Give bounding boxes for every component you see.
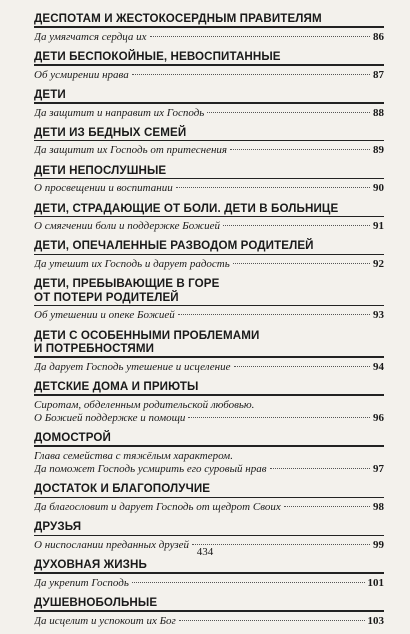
toc-entry (34, 380, 384, 425)
toc-entry (34, 126, 384, 158)
dot-leader (230, 149, 370, 150)
entry-description: Да защитит и направит их Господь (34, 106, 205, 119)
entry-note: Глава семейства с тяжёлым характером. (34, 449, 233, 462)
heading-rule (34, 102, 384, 103)
entry-heading: ДУШЕВНОБОЛЬНЫЕ (34, 595, 158, 609)
entry-heading: ДЕСПОТАМ И ЖЕСТОКОСЕРДНЫМ ПРАВИТЕЛЯМ (34, 12, 322, 25)
dot-leader (223, 225, 370, 226)
entry-line (34, 258, 384, 271)
toc-entry (34, 596, 384, 628)
entry-description: Об утешении и опеке Божией (34, 309, 175, 322)
entry-heading: И ПОТРЕБНОСТЯМИ (34, 342, 155, 356)
dot-leader (284, 506, 370, 507)
entry-page-number: 97 (373, 462, 384, 475)
heading-rule (34, 305, 384, 306)
entry-heading: ДУХОВНАЯ ЖИЗНЬ (34, 558, 147, 571)
heading-rule (34, 356, 384, 357)
dot-leader (233, 263, 370, 264)
toc-entry (34, 88, 384, 120)
entry-page-number: 98 (373, 500, 384, 513)
entry-line (34, 463, 384, 476)
heading-rule (34, 445, 384, 446)
heading-rule (34, 610, 384, 611)
entry-heading: ДОМОСТРОЙ (34, 431, 111, 445)
dot-leader (207, 112, 370, 113)
dot-leader (188, 417, 370, 418)
toc-entry (34, 50, 384, 82)
heading-rule (34, 140, 384, 141)
entry-description: Да благословит и дарует Господь от щедрот Своих (34, 500, 281, 513)
entry-line (34, 107, 384, 120)
entry-page-number: 94 (373, 360, 384, 373)
entry-heading: ДОСТАТОК И БЛАГОПОЛУЧИЕ (34, 482, 211, 496)
entry-page-number: 96 (373, 411, 384, 424)
entry-heading: ДЕТИ НЕПОСЛУШНЫЕ (34, 163, 167, 177)
entry-line (34, 144, 384, 157)
entry-heading: ОТ ПОТЕРИ РОДИТЕЛЕЙ (34, 290, 179, 304)
dot-leader (132, 74, 370, 75)
entry-line (34, 182, 384, 195)
entry-heading: ДЕТИ С ОСОБЕННЫМИ ПРОБЛЕМАМИ (34, 328, 260, 342)
entry-line (34, 69, 384, 82)
entry-description: Об усмирении нрава (34, 68, 129, 81)
toc-entry (34, 277, 384, 322)
entry-page-number: 87 (373, 68, 384, 81)
dot-leader (270, 468, 371, 469)
heading-rule (34, 572, 384, 573)
heading-rule (34, 178, 384, 179)
page-number: 434 (196, 546, 214, 558)
dot-leader (192, 544, 370, 545)
entry-description: Да поможет Господь усмирить его суровый нрав (34, 462, 267, 475)
entry-page-number: 88 (373, 106, 384, 119)
entry-heading: ДЕТИ, СТРАДАЮЩИЕ ОТ БОЛИ. ДЕТИ В БОЛЬНИЦЕ (34, 201, 339, 215)
entry-heading: ДЕТИ (34, 87, 66, 101)
entry-page-number: 99 (373, 538, 384, 551)
dot-leader (234, 366, 370, 367)
toc-entry (34, 164, 384, 196)
entry-heading: ДЕТИ ИЗ БЕДНЫХ СЕМЕЙ (34, 125, 187, 139)
entry-description: Да утешит их Господь и дарует радость (34, 258, 230, 271)
heading-rule (34, 26, 384, 27)
entry-line (34, 309, 384, 322)
entry-note: Сиротам, обделенным родительской любовью. (34, 398, 255, 411)
entry-description: Да защитит их Господь от притеснения (34, 144, 228, 157)
heading-rule (34, 216, 384, 217)
entry-page-number: 91 (373, 220, 384, 233)
dot-leader (176, 187, 370, 188)
heading-rule (34, 394, 384, 395)
entry-page-number: 90 (373, 182, 384, 195)
entry-line (34, 615, 384, 628)
toc-entry (34, 12, 384, 44)
heading-rule (34, 254, 384, 255)
entry-description: Да укрепит Господь (34, 576, 129, 589)
entry-page-number: 86 (373, 30, 384, 43)
entry-description: Да дарует Господь утешение и исцеление (34, 360, 231, 373)
toc-entry (34, 431, 384, 476)
entry-line (34, 220, 384, 233)
entry-description: О Божией поддержке и помощи (34, 411, 186, 424)
dot-leader (150, 36, 370, 37)
toc-entry (34, 558, 384, 590)
entry-line (34, 501, 384, 514)
entry-page-number: 92 (373, 258, 384, 271)
entry-line (34, 577, 384, 590)
entry-page-number: 89 (373, 144, 384, 157)
toc-entry (34, 239, 384, 271)
entry-heading: ДРУЗЬЯ (34, 520, 82, 534)
entry-heading: ДЕТИ БЕСПОКОЙНЫЕ, НЕВОСПИТАННЫЕ (34, 49, 281, 63)
heading-rule (34, 535, 384, 536)
entry-description: О смягчении боли и поддержке Божией (34, 220, 221, 233)
dot-leader (179, 620, 365, 621)
heading-rule (34, 497, 384, 498)
entry-page-number: 103 (367, 614, 384, 627)
dot-leader (132, 582, 365, 583)
toc-entry (34, 202, 384, 234)
entry-heading: ДЕТИ, ПРЕБЫВАЮЩИЕ В ГОРЕ (34, 277, 220, 291)
entry-heading: ДЕТСКИЕ ДОМА И ПРИЮТЫ (34, 379, 199, 393)
table-of-contents (34, 12, 384, 634)
entry-page-number: 101 (367, 576, 384, 589)
dot-leader (178, 314, 370, 315)
entry-page-number: 93 (373, 309, 384, 322)
entry-line (34, 31, 384, 44)
entry-line (34, 412, 384, 425)
toc-entry (34, 329, 384, 374)
entry-heading: ДЕТИ, ОПЕЧАЛЕННЫЕ РАЗВОДОМ РОДИТЕЛЕЙ (34, 239, 314, 253)
entry-line (34, 361, 384, 374)
entry-description: О просвещении и воспитании (34, 182, 173, 195)
entry-description: Да умягчатся сердца их (34, 30, 147, 43)
entry-description: Да исцелит и успокоит их Бог (34, 614, 176, 627)
heading-rule (34, 64, 384, 65)
toc-entry (34, 482, 384, 514)
entry-description: О ниспослании преданных друзей (34, 538, 190, 551)
